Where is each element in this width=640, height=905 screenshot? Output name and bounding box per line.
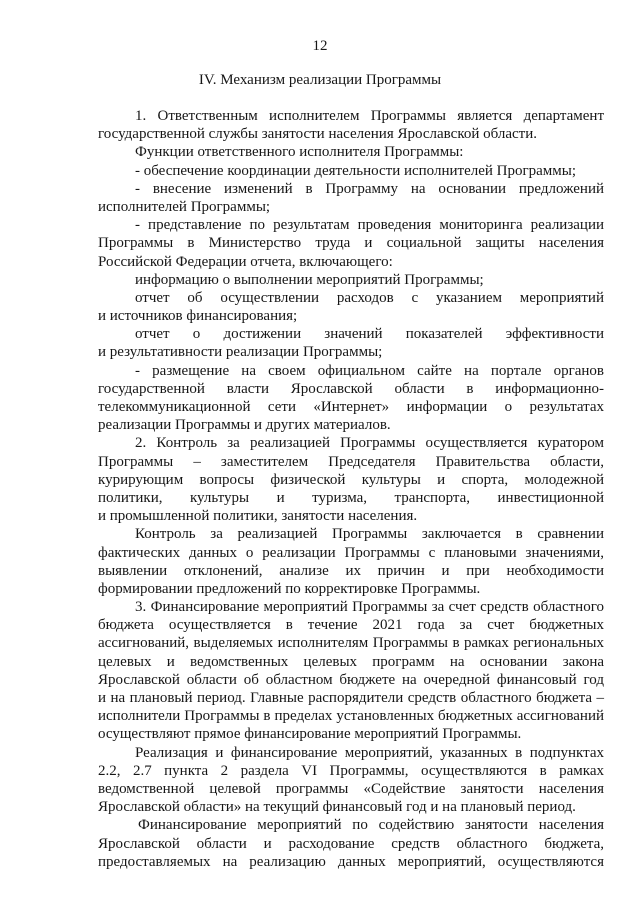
text-line: - обеспечение координации деятельности исполнителей Программы;	[135, 162, 577, 179]
text-line: исполнителей Программы;	[98, 198, 271, 215]
text-line: формировании предложений по корректировке Программы.	[98, 580, 481, 597]
text-line: выявлении отклонений, анализе их причин и при необходимости	[98, 562, 604, 579]
paragraph	[98, 289, 604, 325]
text-line: политики, культуры и туризма, транспорта, инвестиционной	[98, 489, 604, 506]
paragraph	[98, 434, 604, 525]
paragraph	[98, 162, 604, 180]
text-line: фактических данных о реализации Программы с плановыми значениями,	[98, 544, 604, 561]
text-line: 1. Ответственным исполнителем Программы является департамент	[135, 108, 604, 124]
text-line: Российской Федерации отчета, включающего:	[98, 253, 393, 270]
paragraph	[98, 271, 604, 289]
text-line: 2.2, 2.7 пункта 2 раздела VI Программы, осуществляются в рамках	[98, 762, 604, 779]
paragraph	[98, 744, 604, 817]
text-line: - размещение на своем официальном сайте на портале органов	[135, 362, 604, 379]
section-heading: IV. Механизм реализации Программы	[198, 72, 442, 88]
paragraph	[98, 143, 604, 161]
text-line: отчет об осуществлении расходов с указанием мероприятий	[135, 289, 604, 306]
paragraph	[98, 180, 604, 216]
paragraph	[98, 525, 604, 598]
text-line: и источников финансирования;	[98, 308, 298, 325]
text-line: Программы в Министерство труда и социальной защиты населения	[98, 235, 604, 252]
text-line: государственной службы занятости населения Ярославской области.	[98, 126, 538, 143]
text-line: исполнители Программы в пределах установленных бюджетных ассигнований	[98, 708, 604, 725]
page-number: 12	[312, 38, 328, 54]
paragraph	[98, 216, 604, 271]
text-line: и на плановый период. Главные распорядители средств областного бюджета –	[98, 690, 604, 706]
text-line: - внесение изменений в Программу на основании предложений	[135, 180, 604, 197]
text-line: телекоммуникационной сети «Интернет» информации о результатах	[98, 399, 604, 415]
text-line: государственной власти Ярославской области в информационно-	[98, 380, 604, 397]
text-line: и промышленной политики, занятости населения.	[98, 508, 418, 525]
paragraph	[98, 816, 604, 871]
paragraph	[98, 362, 604, 435]
text-line: Ярославской области об областном бюджете на очередной финансовый год	[98, 671, 604, 688]
text-line: отчет о достижении значений показателей эффективности	[135, 326, 604, 343]
text-line: Ярославской области» на текущий финансовый год и на плановый период.	[98, 799, 576, 816]
text-line: - представление по результатам проведения мониторинга реализации	[135, 217, 604, 234]
text-line: Контроль за реализацией Программы заключается в сравнении	[135, 526, 604, 543]
text-line: ассигнований, выделяемых исполнителям Программы в рамках региональных	[98, 635, 604, 652]
text-line: Реализация и финансирование мероприятий, указанных в подпунктах	[135, 744, 604, 761]
text-line: и результативности реализации Программы;	[98, 344, 383, 361]
text-line: ведомственной целевой программы «Содействие занятости населения	[98, 780, 604, 797]
text-line: Финансирование мероприятий по содействию занятости населения	[138, 817, 604, 834]
text-line: курирующим вопросы физической культуры и спорта, молодежной	[98, 471, 604, 488]
text-line: Функции ответственного исполнителя Программы:	[135, 144, 464, 161]
paragraph	[98, 107, 604, 143]
text-line: Программы – заместителем Председателя Правительства области,	[98, 453, 604, 470]
paragraph	[98, 598, 604, 744]
text-line: целевых и ведомственных целевых программ на основании закона	[98, 653, 604, 670]
text-line: Ярославской области и расходование средств областного бюджета,	[98, 835, 604, 852]
text-line: 3. Финансирование мероприятий Программы за счет средств областного	[135, 599, 604, 616]
text-line: 2. Контроль за реализацией Программы осуществляется куратором	[135, 435, 604, 452]
text-line: предоставляемых на реализацию данных мероприятий, осуществляются	[98, 853, 604, 870]
text-line: информацию о выполнении мероприятий Программы;	[135, 271, 484, 288]
text-line: бюджета осуществляется в течение 2021 года за счет бюджетных	[98, 617, 604, 634]
document-body	[98, 107, 604, 871]
text-line: реализации Программы и других материалов.	[98, 417, 391, 434]
text-line: осуществляют прямое финансирование мероприятий Программы.	[98, 726, 522, 743]
paragraph	[98, 325, 604, 361]
